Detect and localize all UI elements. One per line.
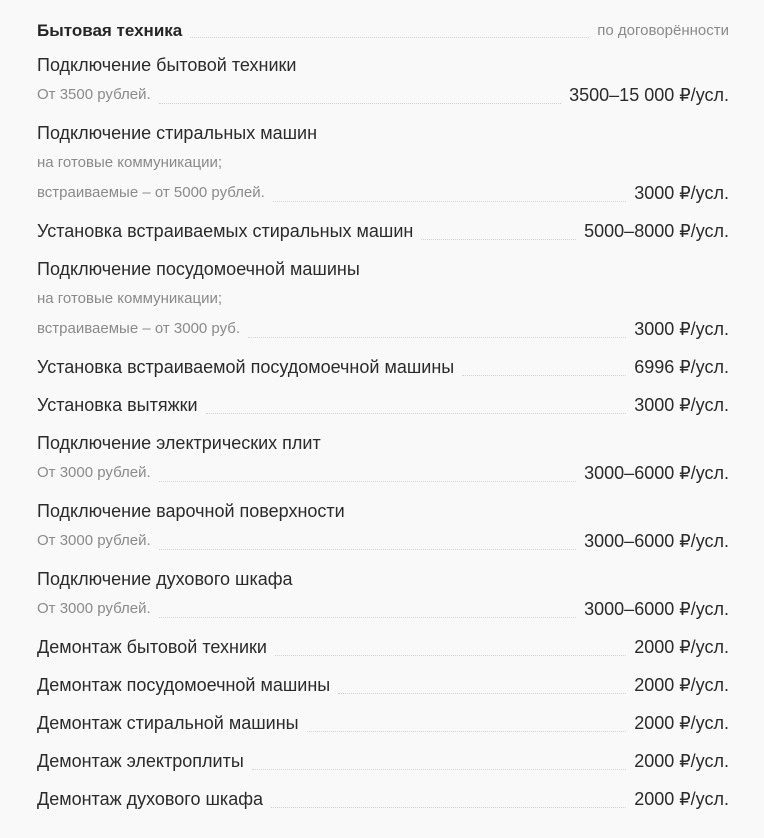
- price-item: [37, 564, 729, 624]
- service-price: 3000 ₽/усл.: [634, 183, 729, 203]
- price-item: [37, 496, 729, 556]
- service-name: Подключение посудомоечной машины: [37, 259, 360, 279]
- service-detail: От 3000 рублей.: [37, 464, 151, 481]
- service-price: 5000–8000 ₽/усл.: [584, 221, 729, 241]
- text-line: [37, 118, 729, 148]
- price-item: [37, 50, 729, 110]
- price-row: [37, 746, 729, 776]
- dot-leader: [159, 481, 576, 482]
- dot-leader: [338, 693, 626, 694]
- price-list: [37, 0, 729, 814]
- service-detail: на готовые коммуникации;: [37, 290, 223, 307]
- service-price: 2000 ₽/усл.: [634, 751, 729, 771]
- price-item: [37, 118, 729, 208]
- price-item: [37, 632, 729, 662]
- dot-leader: [248, 337, 626, 338]
- dot-leader: [252, 769, 626, 770]
- service-price: 3000–6000 ₽/усл.: [584, 531, 729, 551]
- dot-leader: [275, 655, 626, 656]
- price-row: [37, 526, 729, 556]
- price-row: [37, 784, 729, 814]
- service-name: Демонтаж электроплиты: [37, 751, 244, 771]
- service-detail: От 3500 рублей.: [37, 86, 151, 103]
- service-name: Подключение варочной поверхности: [37, 501, 345, 521]
- service-detail: От 3000 рублей.: [37, 600, 151, 617]
- price-row: [37, 314, 729, 344]
- service-name: Демонтаж посудомоечной машины: [37, 675, 331, 695]
- service-price: 3000–6000 ₽/усл.: [584, 599, 729, 619]
- dot-leader: [462, 375, 626, 376]
- dot-leader: [159, 617, 576, 618]
- dot-leader: [190, 37, 589, 38]
- service-name: Подключение духового шкафа: [37, 569, 293, 589]
- service-name: Установка встраиваемой посудомоечной машины: [37, 357, 455, 377]
- price-item: [37, 390, 729, 420]
- price-row: [37, 352, 729, 382]
- dot-leader: [159, 549, 576, 550]
- price-item: [37, 254, 729, 344]
- service-name: Установка встраиваемых стиральных машин: [37, 221, 414, 241]
- service-price: 3500–15 000 ₽/усл.: [569, 85, 729, 105]
- price-item: [37, 708, 729, 738]
- text-line: [37, 284, 729, 314]
- service-name: Подключение электрических плит: [37, 433, 321, 453]
- dot-leader: [271, 807, 626, 808]
- service-detail: встраиваемые – от 3000 руб.: [37, 320, 241, 337]
- price-row: [37, 178, 729, 208]
- price-items: [37, 50, 729, 814]
- text-line: [37, 428, 729, 458]
- service-price: 2000 ₽/усл.: [634, 637, 729, 657]
- price-row: [37, 670, 729, 700]
- service-name: Подключение бытовой техники: [37, 55, 297, 75]
- service-price: 3000 ₽/усл.: [634, 395, 729, 415]
- dot-leader: [206, 413, 627, 414]
- service-name: Демонтаж духового шкафа: [37, 789, 264, 809]
- price-row: [37, 80, 729, 110]
- price-item: [37, 746, 729, 776]
- text-line: [37, 50, 729, 80]
- service-price: 6996 ₽/усл.: [634, 357, 729, 377]
- price-row: [37, 708, 729, 738]
- text-line: [37, 148, 729, 178]
- service-price: 3000 ₽/усл.: [634, 319, 729, 339]
- service-name: Демонтаж стиральной машины: [37, 713, 299, 733]
- text-line: [37, 564, 729, 594]
- service-price: 2000 ₽/усл.: [634, 675, 729, 695]
- service-name: Подключение стиральных машин: [37, 123, 318, 143]
- price-item: [37, 428, 729, 488]
- service-price: 2000 ₽/усл.: [634, 789, 729, 809]
- service-price: 2000 ₽/усл.: [634, 713, 729, 733]
- service-name: Установка вытяжки: [37, 395, 198, 415]
- service-detail: встраиваемые – от 5000 рублей.: [37, 184, 265, 201]
- price-row: [37, 216, 729, 246]
- dot-leader: [159, 103, 561, 104]
- price-row: [37, 594, 729, 624]
- service-detail: От 3000 рублей.: [37, 532, 151, 549]
- price-row: [37, 390, 729, 420]
- price-item: [37, 670, 729, 700]
- section-header: [37, 18, 729, 44]
- price-item: [37, 352, 729, 382]
- text-line: [37, 496, 729, 526]
- section-note: по договорённости: [597, 22, 729, 39]
- price-item: [37, 216, 729, 246]
- price-row: [37, 632, 729, 662]
- service-detail: на готовые коммуникации;: [37, 154, 223, 171]
- section-title: Бытовая техника: [37, 21, 183, 40]
- dot-leader: [307, 731, 627, 732]
- price-row: [37, 458, 729, 488]
- service-price: 3000–6000 ₽/усл.: [584, 463, 729, 483]
- price-item: [37, 784, 729, 814]
- dot-leader: [421, 239, 576, 240]
- text-line: [37, 254, 729, 284]
- dot-leader: [273, 201, 626, 202]
- service-name: Демонтаж бытовой техники: [37, 637, 267, 657]
